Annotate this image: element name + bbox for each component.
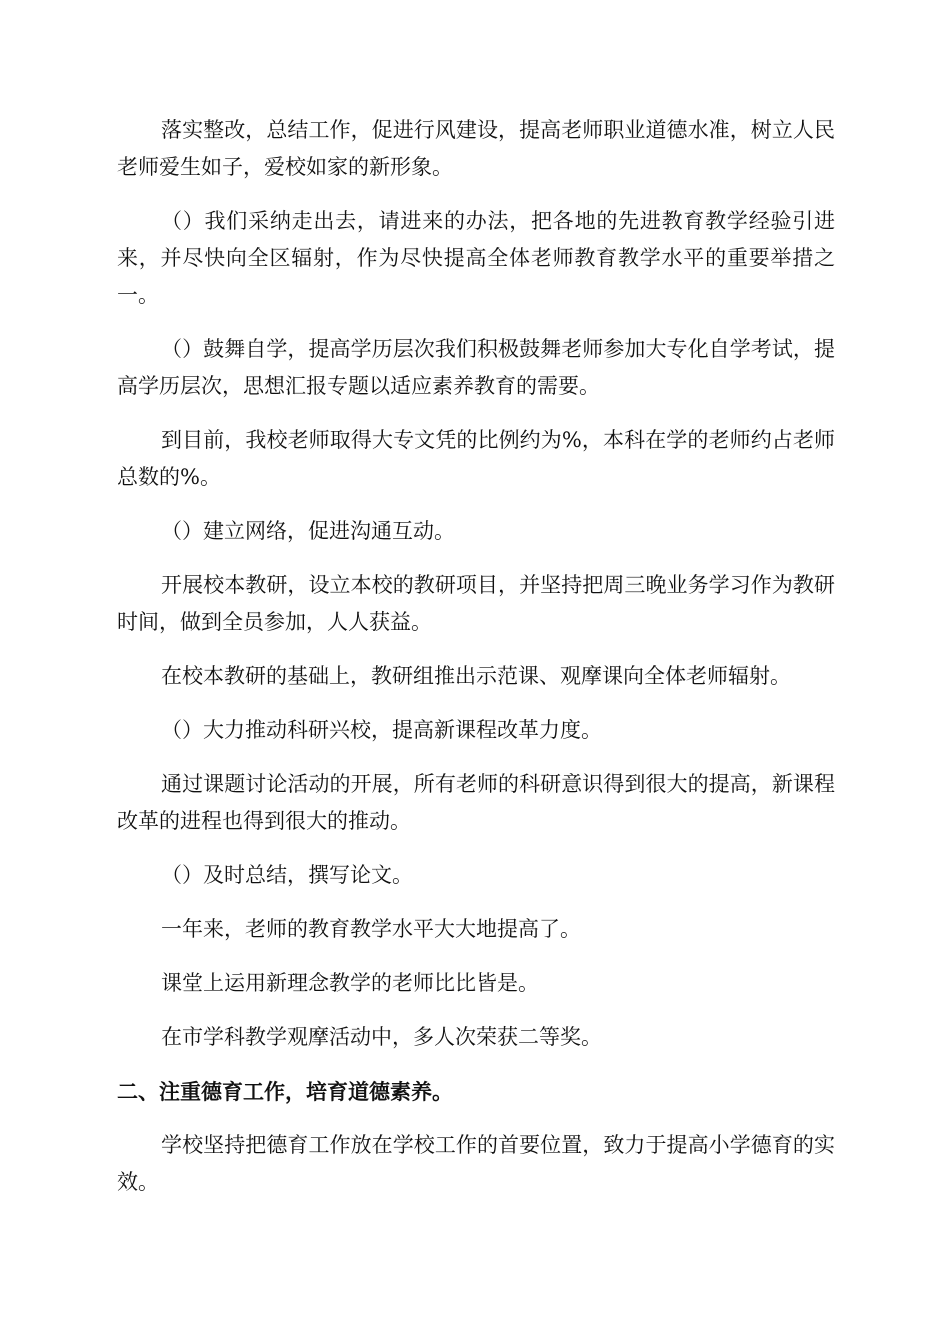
paragraph-final: 学校坚持把德育工作放在学校工作的首要位置，致力于提高小学德育的实效。 xyxy=(117,1133,835,1194)
paragraph-8: （）大力推动科研兴校，提高新课程改革力度。 xyxy=(161,718,602,742)
paragraph-5: （）建立网络，促进沟通互动。 xyxy=(161,519,455,543)
paragraph-11: 一年来，老师的教育教学水平大大地提高了。 xyxy=(161,917,581,941)
paragraph-12: 课堂上运用新理念教学的老师比比皆是。 xyxy=(161,971,539,995)
paragraph-1: 落实整改，总结工作，促进行风建设，提高老师职业道德水准，树立人民老师爱生如子，爱校如家的新形象。 xyxy=(117,118,835,179)
paragraph-3: （）鼓舞自学，提高学历层次我们积极鼓舞老师参加大专化自学考试，提高学历层次，思想汇报专题以适应素养教育的需要。 xyxy=(117,337,835,398)
paragraph-13: 在市学科教学观摩活动中，多人次荣获二等奖。 xyxy=(161,1025,602,1049)
paragraph-7: 在校本教研的基础上，教研组推出示范课、观摩课向全体老师辐射。 xyxy=(161,664,791,688)
paragraph-9: 通过课题讨论活动的开展，所有老师的科研意识得到很大的提高，新课程改革的进程也得到很大的推动。 xyxy=(117,772,835,833)
document-page xyxy=(117,112,835,1218)
section-heading: 二、注重德育工作，培育道德素养。 xyxy=(117,1079,453,1104)
paragraph-6: 开展校本教研，设立本校的教研项目，并坚持把周三晚业务学习作为教研时间，做到全员参加，人人获益。 xyxy=(117,573,835,634)
paragraph-10: （）及时总结，撰写论文。 xyxy=(161,863,413,887)
paragraph-2: （）我们采纳走出去，请进来的办法，把各地的先进教育教学经验引进来，并尽快向全区辐射，作为尽快提高全体老师教育教学水平的重要举措之一。 xyxy=(117,209,835,307)
paragraph-4: 到目前，我校老师取得大专文凭的比例约为%，本科在学的老师约占老师总数的%。 xyxy=(117,428,835,489)
